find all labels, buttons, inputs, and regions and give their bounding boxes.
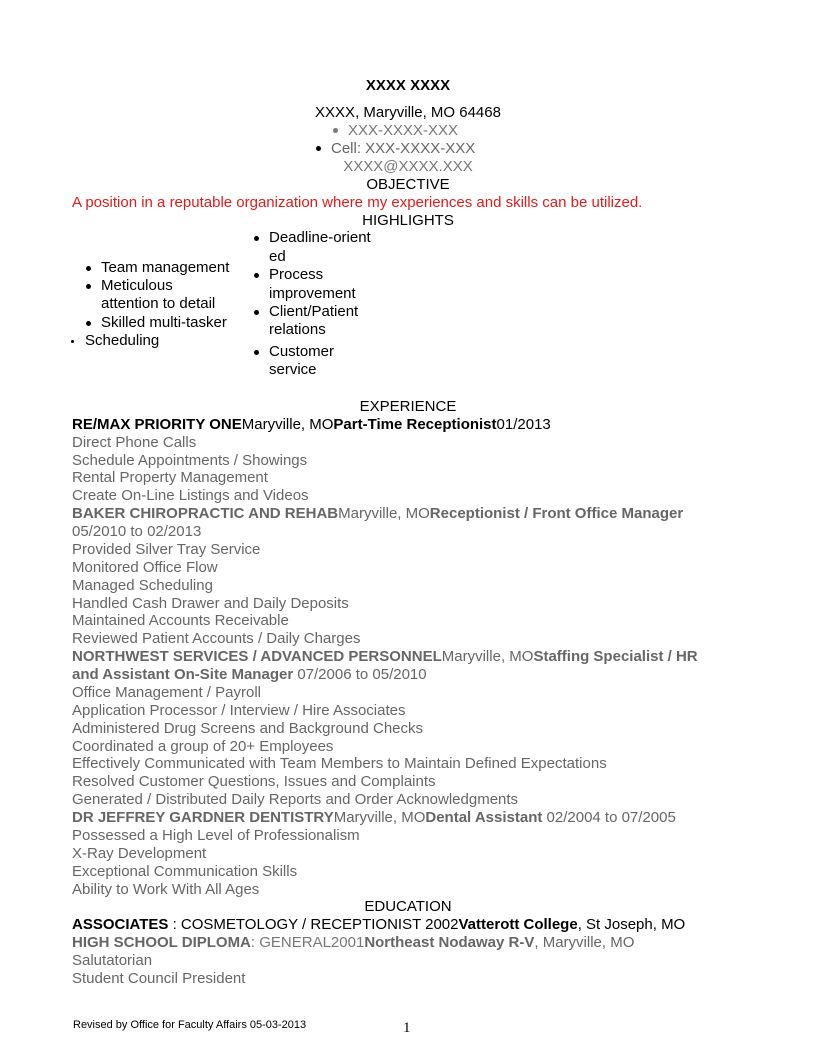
job-header-cont (72, 666, 427, 684)
experience-heading: EXPERIENCE (359, 398, 457, 415)
job-header (72, 416, 551, 434)
education-field: : GENERAL2001 (250, 934, 365, 951)
highlight-item: Client/Patient (269, 303, 359, 320)
highlight-item-cont: attention to detail (101, 295, 216, 312)
education-location: , Maryville, MO (534, 934, 635, 951)
job-duty: Direct Phone Calls (72, 434, 197, 451)
highlight-item-cont: relations (269, 321, 326, 338)
job-duty: Effectively Communicated with Team Members to Maintain Defined Expectations (72, 755, 607, 772)
job-duty: Coordinated a group of 20+ Employees (72, 738, 334, 755)
cell-phone: Cell: XXX-XXXX-XXX (331, 140, 476, 157)
job-header (72, 505, 683, 523)
job-duty: Maintained Accounts Receivable (72, 612, 289, 629)
bullet-icon (254, 236, 259, 241)
education-heading: EDUCATION (364, 898, 452, 915)
job-duty: Monitored Office Flow (72, 559, 218, 576)
highlight-item: Customer (269, 343, 335, 360)
job-duty: Handled Cash Drawer and Daily Deposits (72, 595, 349, 612)
job-header (72, 809, 676, 827)
footer-revised: Revised by Office for Faculty Affairs 05-03-2013 (73, 1019, 307, 1031)
candidate-name: XXXX XXXX (365, 77, 451, 94)
job-header (72, 648, 698, 666)
highlight-item: Scheduling (85, 332, 160, 349)
job-duty: Reviewed Patient Accounts / Daily Charges (72, 630, 361, 647)
highlight-item: Meticulous (101, 277, 173, 294)
job-dates: 05/2010 to 02/2013 (72, 523, 202, 540)
job-company: DR JEFFREY GARDNER DENTISTRY (72, 809, 334, 826)
job-title: Dental Assistant (425, 809, 543, 826)
education-extra: Salutatorian (72, 952, 153, 969)
highlight-item: Team management (101, 259, 230, 276)
bullet-icon (254, 273, 259, 278)
job-duty: Schedule Appointments / Showings (72, 452, 308, 469)
job-dates: 07/2006 to 05/2010 (293, 666, 427, 683)
education-school: Vatterott College (458, 916, 578, 933)
page-number: 1 (403, 1020, 411, 1036)
highlight-item: Deadline-orient (269, 229, 371, 246)
highlight-item-cont: improvement (269, 285, 356, 302)
education-entry (72, 934, 634, 952)
bullet-icon (333, 128, 338, 133)
job-duty: Create On-Line Listings and Videos (72, 487, 309, 504)
job-title-cont: and Assistant On-Site Manager (72, 666, 294, 683)
job-duty: Application Processor / Interview / Hire Associates (72, 702, 406, 719)
job-duty: Managed Scheduling (72, 577, 213, 594)
education-entry (72, 916, 685, 934)
job-title: Receptionist / Front Office Manager (429, 505, 684, 522)
highlight-item: Skilled multi-tasker (101, 314, 227, 331)
job-title: Part-Time Receptionist (333, 416, 497, 433)
job-duty: Possessed a High Level of Professionalism (72, 827, 360, 844)
highlight-item-cont: service (269, 361, 317, 378)
highlights-heading: HIGHLIGHTS (362, 212, 454, 229)
job-location: Maryville, MO (241, 416, 334, 433)
bullet-icon (86, 321, 91, 326)
education-degree: ASSOCIATES (72, 916, 169, 933)
objective-heading: OBJECTIVE (366, 176, 450, 193)
objective-text: A position in a reputable organization where my experiences and skills can be utilized. (72, 194, 643, 211)
education-school: Northeast Nodaway R-V (364, 934, 535, 951)
job-duty: Ability to Work With All Ages (72, 881, 260, 898)
job-location: Maryville, MO (441, 648, 534, 665)
job-company: BAKER CHIROPRACTIC AND REHAB (72, 505, 339, 522)
highlight-item-cont: ed (269, 248, 286, 265)
job-company: NORTHWEST SERVICES / ADVANCED PERSONNEL (72, 648, 442, 665)
job-company: RE/MAX PRIORITY ONE (72, 416, 242, 433)
job-title: Staffing Specialist / HR (533, 648, 698, 665)
education-location: , St Joseph, MO (577, 916, 686, 933)
job-duty: Office Management / Payroll (72, 684, 261, 701)
job-duty: Resolved Customer Questions, Issues and Complaints (72, 773, 436, 790)
education-field: : COSMETOLOGY / RECEPTIONIST 2002 (168, 916, 459, 933)
bullet-icon (254, 350, 259, 355)
job-duty: Exceptional Communication Skills (72, 863, 298, 880)
education-extra: Student Council President (72, 970, 246, 987)
job-duty: Rental Property Management (72, 469, 268, 486)
job-duty: X-Ray Development (72, 845, 207, 862)
job-duty: Administered Drug Screens and Background Checks (72, 720, 424, 737)
job-duty: Provided Silver Tray Service (72, 541, 261, 558)
job-duty: Generated / Distributed Daily Reports and Order Acknowledgments (72, 791, 519, 808)
bullet-icon (86, 266, 91, 271)
bullet-icon (254, 310, 259, 315)
education-degree: HIGH SCHOOL DIPLOMA (72, 934, 251, 951)
bullet-icon (86, 284, 91, 289)
job-location: Maryville, MO (338, 505, 430, 522)
email: XXXX@XXXX.XXX (343, 158, 473, 175)
highlight-item: Process (269, 266, 324, 283)
job-dates: 02/2004 to 07/2005 (542, 809, 676, 826)
bullet-icon (71, 340, 74, 343)
job-location: Maryville, MO (333, 809, 426, 826)
bullet-icon (316, 146, 321, 151)
phone: XXX-XXXX-XXX (348, 122, 459, 139)
job-dates: 01/2013 (496, 416, 551, 433)
address: XXXX, Maryville, MO 64468 (315, 104, 501, 121)
